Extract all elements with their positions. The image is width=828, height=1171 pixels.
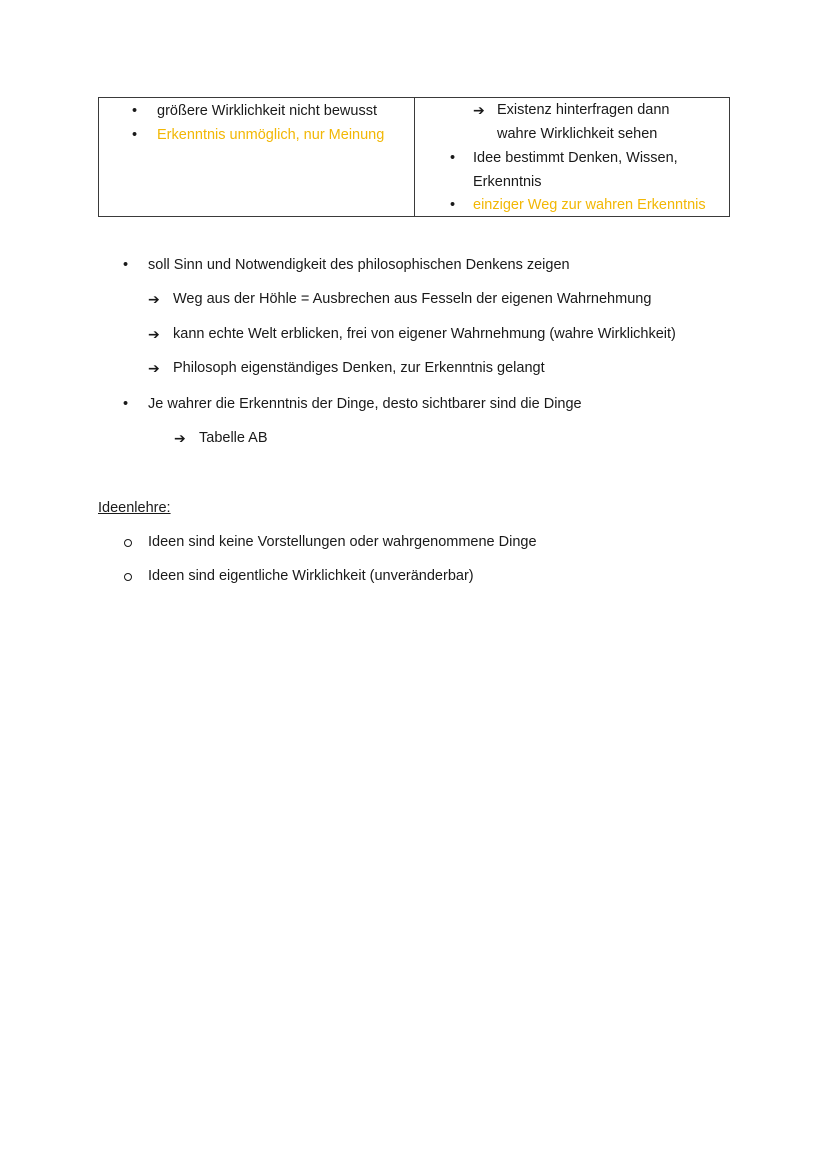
- table-cell-left: [99, 98, 415, 216]
- point-1: soll Sinn und Notwendigkeit des philosophischen Denkens zeigen: [148, 257, 570, 273]
- bullet-icon: •: [123, 257, 129, 273]
- circle-bullet-icon: [124, 539, 132, 547]
- bullet-icon: •: [450, 150, 456, 166]
- circle-bullet-icon: [124, 573, 132, 581]
- point-1-sub-1: Weg aus der Höhle = Ausbrechen aus Fesseln der eigenen Wahrnehmung: [173, 291, 652, 307]
- table-left-item-highlight: Erkenntnis unmöglich, nur Meinung: [157, 127, 385, 143]
- table-right-item-1-line-2: Erkenntnis: [473, 174, 542, 190]
- table-left-item: größere Wirklichkeit nicht bewusst: [157, 103, 377, 119]
- table-right-item-1-line-1: Idee bestimmt Denken, Wissen,: [473, 150, 678, 166]
- point-1-sub-2: kann echte Welt erblicken, frei von eigener Wahrnehmung (wahre Wirklichkeit): [173, 326, 676, 342]
- arrow-right-icon: ➔: [473, 102, 485, 118]
- bullet-icon: •: [450, 197, 456, 213]
- arrow-right-icon: ➔: [174, 430, 186, 446]
- bullet-icon: •: [123, 396, 129, 412]
- comparison-table: [98, 97, 730, 217]
- bullet-icon: •: [132, 127, 138, 143]
- table-right-arrow-line-1: Existenz hinterfragen dann: [497, 102, 670, 118]
- arrow-right-icon: ➔: [148, 291, 160, 307]
- bullet-icon: •: [132, 103, 138, 119]
- ideenlehre-item: Ideen sind eigentliche Wirklichkeit (unveränderbar): [148, 568, 474, 584]
- table-right-item-2-highlight: einziger Weg zur wahren Erkenntnis: [473, 197, 706, 213]
- table-cell-right: [415, 98, 729, 216]
- point-1-sub-3: Philosoph eigenständiges Denken, zur Erkenntnis gelangt: [173, 360, 545, 376]
- ideenlehre-item: Ideen sind keine Vorstellungen oder wahrgenommene Dinge: [148, 534, 537, 550]
- point-2-sub: Tabelle AB: [199, 430, 268, 446]
- point-2: Je wahrer die Erkenntnis der Dinge, desto sichtbarer sind die Dinge: [148, 396, 582, 412]
- section-title-ideenlehre: Ideenlehre:: [98, 500, 171, 516]
- arrow-right-icon: ➔: [148, 326, 160, 342]
- arrow-right-icon: ➔: [148, 360, 160, 376]
- table-right-arrow-line-2: wahre Wirklichkeit sehen: [497, 126, 658, 142]
